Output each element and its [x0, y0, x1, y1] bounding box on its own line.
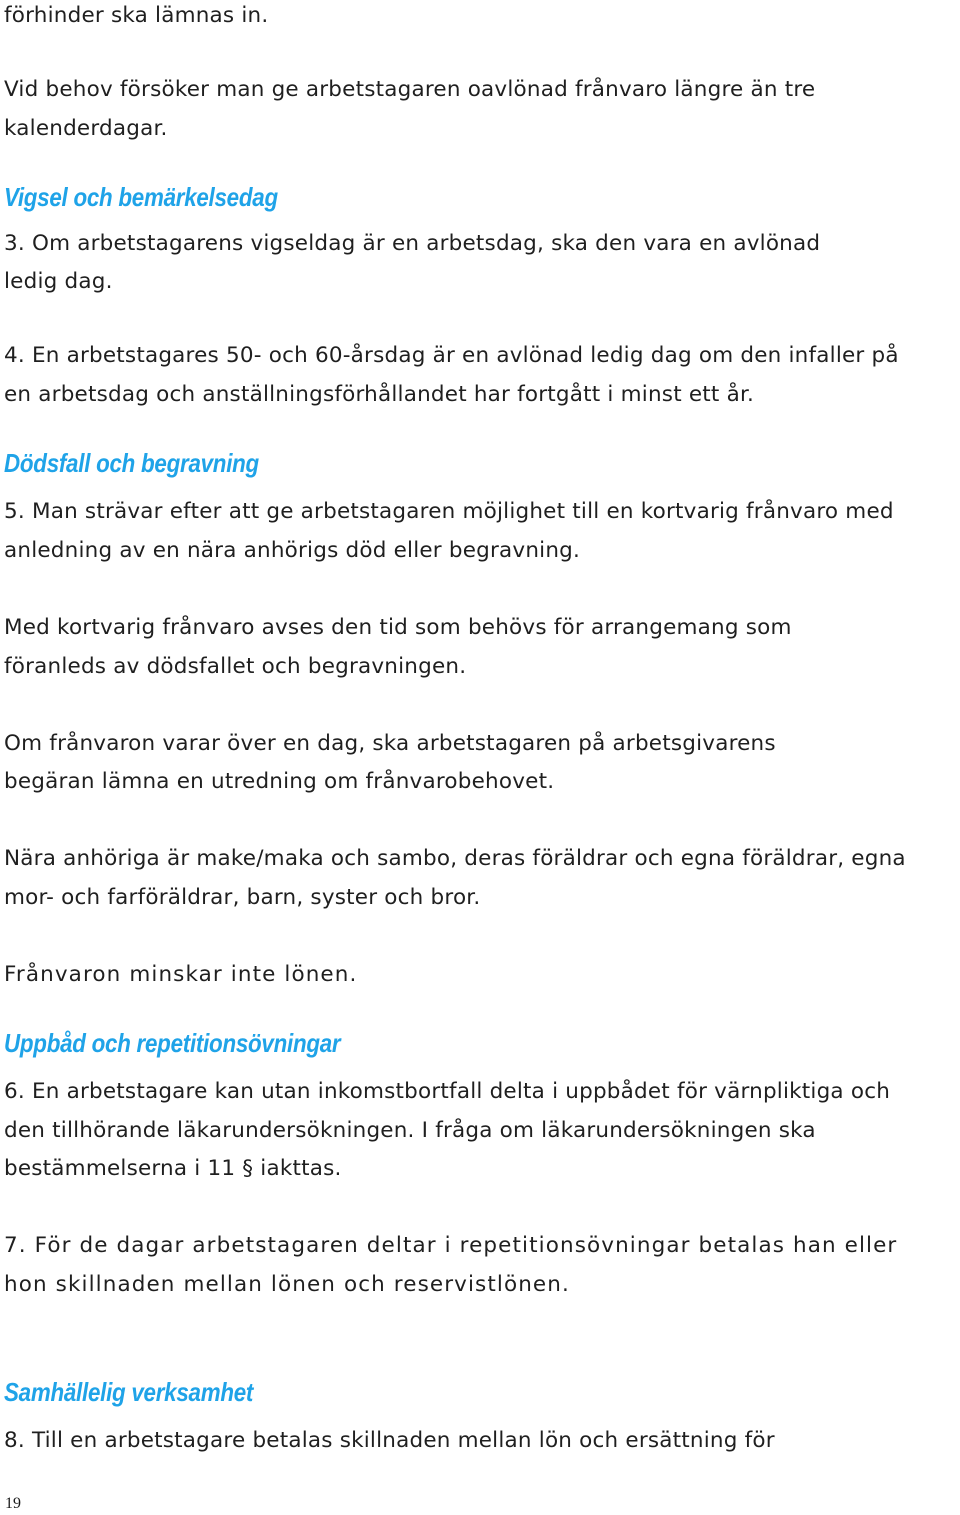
paragraph-line: Nära anhöriga är make/maka och sambo, deras föräldrar och egna föräldrar, egna [4, 846, 906, 871]
paragraph-line: Om frånvaron varar över en dag, ska arbetstagaren på arbetsgivarens [4, 731, 776, 756]
paragraph-line: föranleds av dödsfallet och begravningen. [4, 654, 467, 679]
paragraph-line: mor- och farföräldrar, barn, syster och bror. [4, 885, 481, 910]
paragraph-line: förhinder ska lämnas in. [4, 3, 269, 28]
paragraph-line: 3. Om arbetstagarens vigseldag är en arbetsdag, ska den vara en avlönad [4, 231, 821, 256]
paragraph-line: 4. En arbetstagares 50- och 60-årsdag är en avlönad ledig dag om den infaller på [4, 343, 899, 368]
paragraph-line: 7. För de dagar arbetstagaren deltar i repetitionsövningar betalas han eller [4, 1233, 898, 1258]
section-heading-uppbad: Uppbåd och repetitionsövningar [4, 1028, 341, 1058]
paragraph-line: bestämmelserna i 11 § iakttas. [4, 1156, 342, 1181]
paragraph-line: 8. Till en arbetstagare betalas skillnaden mellan lön och ersättning för [4, 1428, 775, 1453]
paragraph-line: Vid behov försöker man ge arbetstagaren oavlönad frånvaro längre än tre [4, 77, 816, 102]
paragraph-line: hon skillnaden mellan lönen och reservistlönen. [4, 1272, 570, 1297]
paragraph-line: 6. En arbetstagare kan utan inkomstbortfall delta i uppbådet för värnpliktiga och [4, 1079, 891, 1104]
paragraph-line: ledig dag. [4, 269, 113, 294]
paragraph-line: den tillhörande läkarundersökningen. I fråga om läkarundersökningen ska [4, 1118, 816, 1143]
page-number: 19 [5, 1495, 21, 1512]
section-heading-dodsfall: Dödsfall och begravning [4, 448, 259, 478]
paragraph-line: 5. Man strävar efter att ge arbetstagaren möjlighet till en kortvarig frånvaro med [4, 499, 894, 524]
section-heading-vigsel: Vigsel och bemärkelsedag [4, 182, 278, 212]
paragraph-line: begäran lämna en utredning om frånvarobehovet. [4, 769, 555, 794]
section-heading-samhallelig: Samhällelig verksamhet [4, 1377, 254, 1407]
paragraph-line: en arbetsdag och anställningsförhållandet har fortgått i minst ett år. [4, 382, 755, 407]
paragraph-line: anledning av en nära anhörigs död eller begravning. [4, 538, 581, 563]
paragraph-line: Frånvaron minskar inte lönen. [4, 962, 358, 987]
paragraph-line: Med kortvarig frånvaro avses den tid som behövs för arrangemang som [4, 615, 792, 640]
paragraph-line: kalenderdagar. [4, 116, 168, 141]
